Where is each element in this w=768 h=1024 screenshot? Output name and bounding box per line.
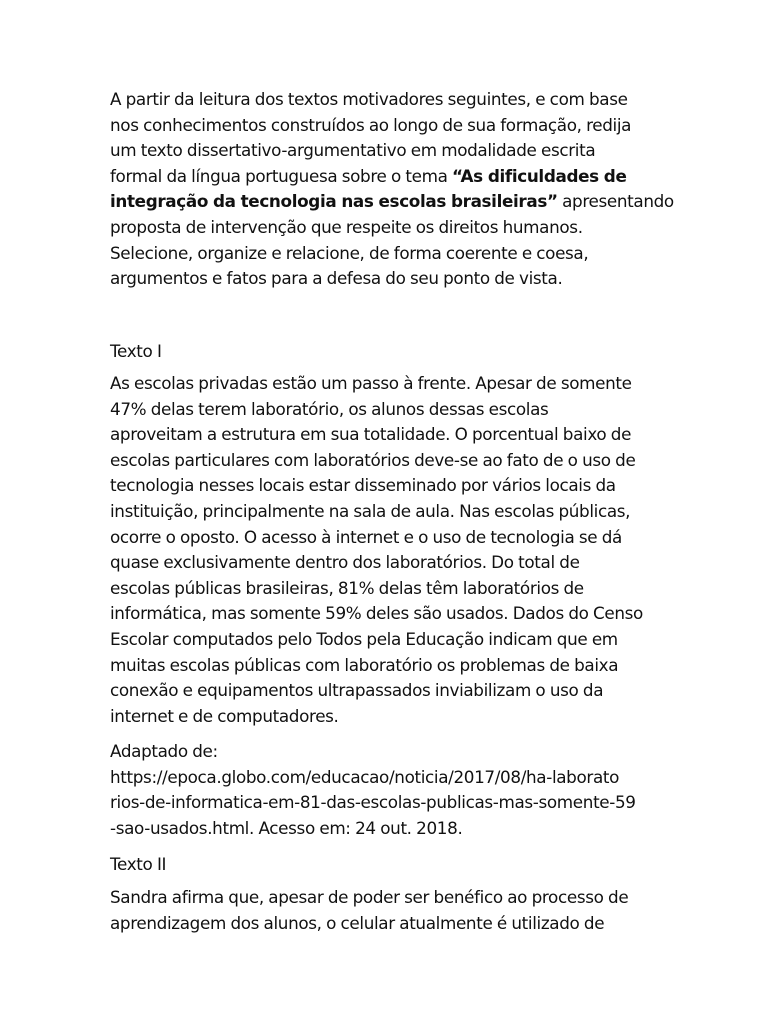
texto1-line: instituição, principalmente na sala de aula. Nas escolas públicas, [110,500,631,521]
intro-line [110,164,662,190]
source-line: Adaptado de: [110,741,218,761]
texto2-label: Texto II [110,854,167,874]
intro-line: Selecione, organize e relacione, de forma coerente e coesa, [110,242,589,263]
texto1-line: escolas particulares com laboratórios deve-se ao fato de o uso de [110,449,636,470]
texto1-line: aproveitam a estrutura em sua totalidade. O porcentual baixo de [110,424,632,445]
intro-line: argumentos e fatos para a defesa do seu ponto de vista. [110,268,563,289]
texto1-line: internet e de computadores. [110,705,339,726]
texto1-line: Escolar computados pelo Todos pela Educação indicam que em [110,628,618,649]
texto1-line: muitas escolas públicas com laboratório os problemas de baixa [110,654,619,675]
texto1-heading [110,339,662,365]
texto2-heading [110,852,662,878]
source-url-line: https://epoca.globo.com/educacao/noticia/2017/08/ha-laborato [110,766,620,787]
intro-line: nos conhecimentos construídos ao longo de sua formação, redija [110,114,632,135]
essay-theme-end: integração da tecnologia nas escolas brasileiras” [110,191,558,212]
texto1-line: ocorre o oposto. O acesso à internet e o uso de tecnologia se dá [110,526,622,547]
source-url-line: rios-de-informatica-em-81-das-escolas-publicas-mas-somente-59 [110,792,636,813]
texto1-label: Texto I [110,341,162,361]
texto1-line: As escolas privadas estão um passo à frente. Apesar de somente [110,373,632,393]
intro-text: formal da língua portuguesa sobre o tema [110,165,453,186]
texto1-line: informática, mas somente 59% deles são usados. Dados do Censo [110,603,643,624]
texto1-line: conexão e equipamentos ultrapassados inviabilizam o uso da [110,680,604,701]
texto1-line: 47% delas terem laboratório, os alunos dessas escolas [110,398,549,419]
intro-line [110,189,674,215]
intro-line: proposta de intervenção que respeite os direitos humanos. [110,216,583,237]
texto2-line: Sandra afirma que, apesar de poder ser benéfico ao processo de [110,887,629,907]
source-line: -sao-usados.html. Acesso em: 24 out. 2018. [110,817,463,838]
source-citation [110,739,662,841]
texto1-paragraph [110,371,662,729]
intro-line: A partir da leitura dos textos motivadores seguintes, e com base [110,89,628,109]
texto1-line: tecnologia nesses locais estar disseminado por vários locais da [110,475,616,496]
intro-text: apresentando [557,191,674,212]
texto1-line: quase exclusivamente dentro dos laboratórios. Do total de [110,552,580,573]
intro-paragraph [110,87,674,292]
texto2-line: aprendizagem dos alunos, o celular atualmente é utilizado de [110,912,605,933]
texto2-paragraph [110,885,662,936]
essay-theme-start: “As dificuldades de [452,165,627,186]
texto1-line: escolas públicas brasileiras, 81% delas têm laboratórios de [110,577,584,598]
intro-line: um texto dissertativo-argumentativo em modalidade escrita [110,140,596,161]
